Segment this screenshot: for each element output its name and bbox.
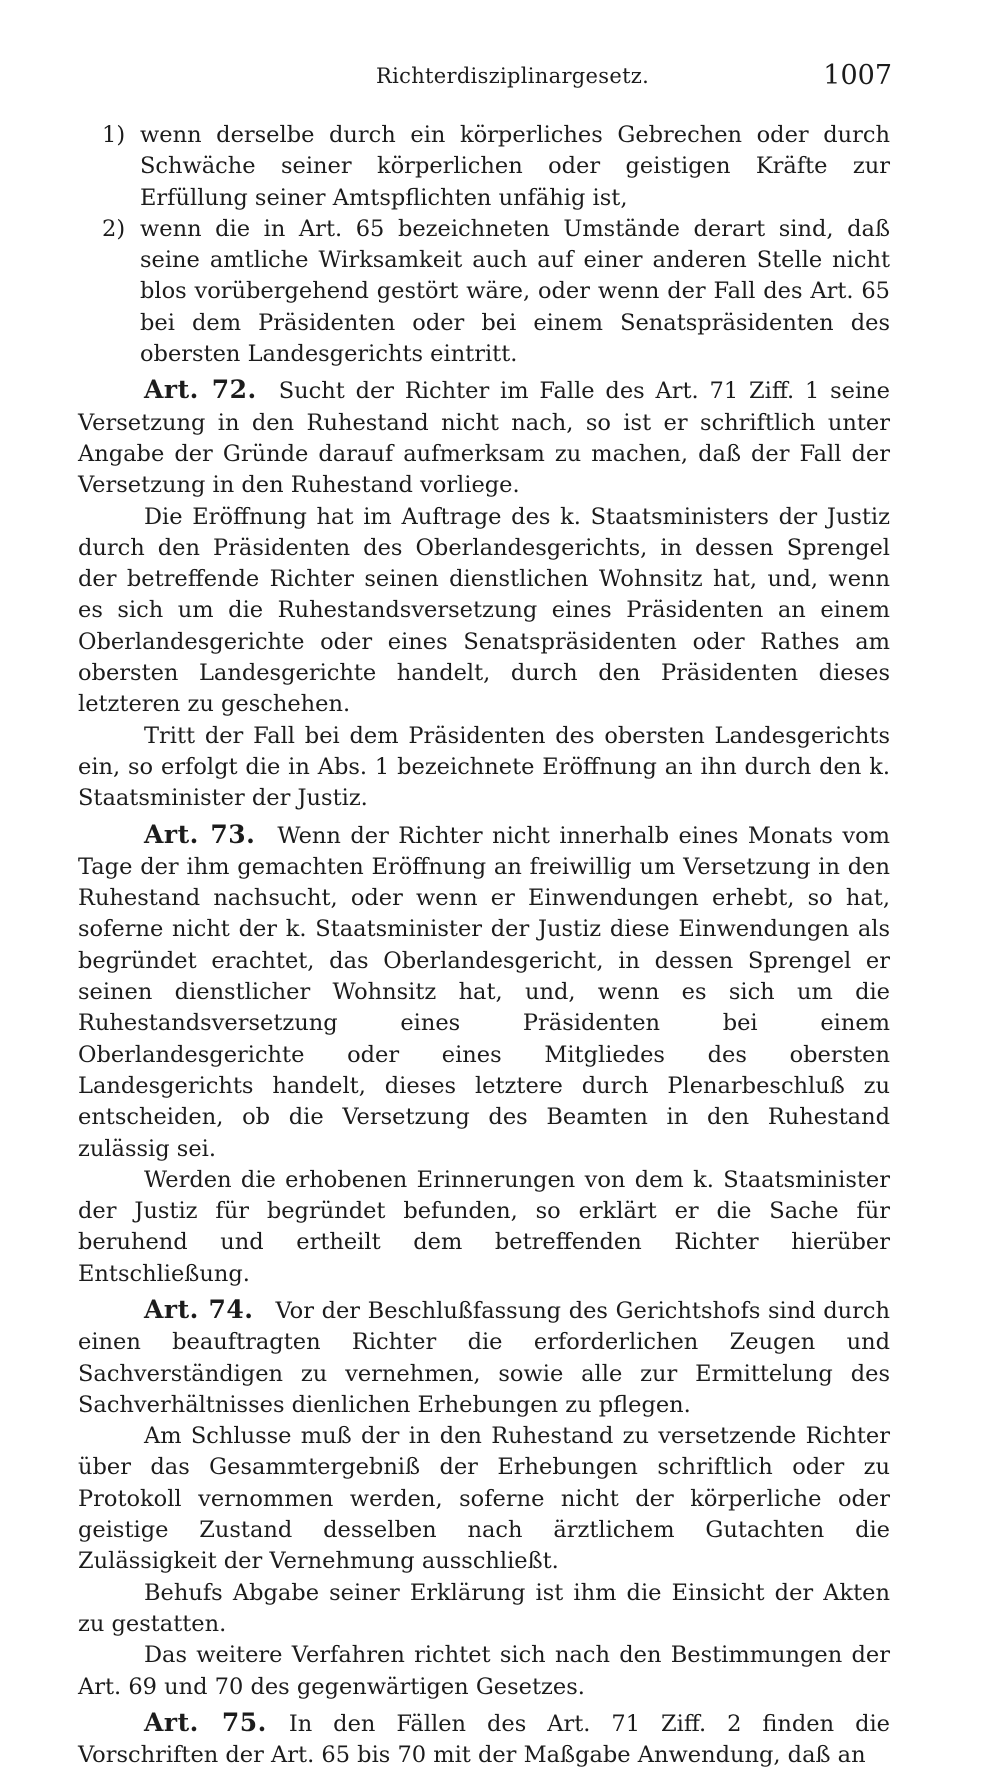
article-74: [78, 1294, 890, 1421]
paragraph: Werden die erhobenen Erinnerungen von dem k. Staatsminister der Justiz für begründet befunden, so erklärt er die Sache für beruhend und ertheilt dem betreffenden Richter hierüber Entschließung.: [78, 1166, 890, 1287]
article-label: Art. 73.: [144, 819, 256, 849]
article-text: In den Fällen des Art. 71 Ziff. 2 finden die Vorschriften der Art. 65 bis 70 mit der Maßgabe Anwendung, daß an: [78, 1710, 890, 1769]
running-title: Richterdisziplinargesetz.: [376, 64, 650, 88]
paragraph: Die Eröffnung hat im Auftrage des k. Staatsministers der Justiz durch den Präsidenten des Oberlandesgerichts, in dessen Sprengel der betreffende Richter seinen dienstlichen Wohnsitz hat, und, wenn es sich um die Ruhestandsversetzung eines Präsidenten an einem Oberlandesgerichte oder eines Senatspräsidenten oder Rathes am obersten Landesgerichte handelt, durch den Präsidenten dieses letzteren zu geschehen.: [78, 503, 890, 718]
article-72: [78, 374, 890, 501]
list-item: [78, 120, 890, 214]
page-number: 1007: [823, 60, 892, 91]
article-text: Vor der Beschlußfassung des Gerichtshofs sind durch einen beauftragten Richter die erforderlichen Zeugen und Sachverständigen zu vernehmen, sowie alle zur Ermittelung des Sachverhältnisses dienlichen Erhebungen zu pflegen.: [78, 1297, 890, 1418]
list-item: [78, 214, 890, 370]
article-text: Sucht der Richter im Falle des Art. 71 Ziff. 1 seine Versetzung in den Ruhestand nicht nach, so ist er schriftlich unter Angabe der Gründe darauf aufmerksam zu machen, daß der Fall der Versetzung in den Ruhestand vorliege.: [78, 378, 890, 499]
article-75: [78, 1707, 890, 1771]
paragraph: Tritt der Fall bei dem Präsidenten des obersten Landesgerichts ein, so erfolgt die in Abs. 1 bezeichnete Eröffnung an ihn durch den k. Staatsminister der Justiz.: [78, 722, 890, 812]
body-text: [78, 120, 890, 1771]
paragraph: Am Schlusse muß der in den Ruhestand zu versetzende Richter über das Gesammtergebniß der Erhebungen schriftlich oder zu Protokoll vernommen werden, soferne nicht der körperliche oder geistige Zustand desselben nach ärztlichem Gutachten die Zulässigkeit der Vernehmung ausschließt.: [78, 1423, 890, 1575]
list-item-number: 1): [102, 122, 126, 148]
list-item-text: wenn derselbe durch ein körperliches Gebrechen oder durch Schwäche seiner körperlichen oder geistigen Kräfte zur Erfüllung seiner Amtspflichten unfähig ist,: [140, 122, 890, 211]
list-item-text: wenn die in Art. 65 bezeichneten Umstände derart sind, daß seine amtliche Wirksamkeit auch auf einer anderen Stelle nicht blos vorübergehend gestört wäre, oder wenn der Fall des Art. 65 bei dem Präsidenten oder bei einem Senatspräsidenten des obersten Landesgerichts eintritt.: [140, 215, 890, 368]
article-73: [78, 819, 890, 1165]
article-text: Wenn der Richter nicht innerhalb eines Monats vom Tage der ihm gemachten Eröffnung an freiwillig um Versetzung in den Ruhestand nachsucht, oder wenn er Einwendungen erhebt, so hat, soferne nicht der k. Staatsminister der Justiz diese Einwendungen als begründet erachtet, das Oberlandesgericht, in dessen Sprengel er seinen dienstlicher Wohnsitz hat, und, wenn es sich um die Ruhestandsversetzung eines Präsidenten bei einem Oberlandesgerichte oder eines Mitgliedes des obersten Landesgerichts handelt, dieses letztere durch Plenarbeschluß zu entscheiden, ob die Versetzung des Beamten in den Ruhestand zulässig sei.: [78, 822, 890, 1162]
article-label: Art. 75.: [144, 1707, 267, 1737]
paragraph: Das weitere Verfahren richtet sich nach den Bestimmungen der Art. 69 und 70 des gegenwärtigen Gesetzes.: [78, 1642, 890, 1700]
article-label: Art. 72.: [144, 375, 257, 405]
list-item-number: 2): [102, 215, 126, 242]
paragraph: Behufs Abgabe seiner Erklärung ist ihm die Einsicht der Akten zu gestatten.: [78, 1579, 890, 1637]
article-label: Art. 74.: [144, 1294, 254, 1324]
